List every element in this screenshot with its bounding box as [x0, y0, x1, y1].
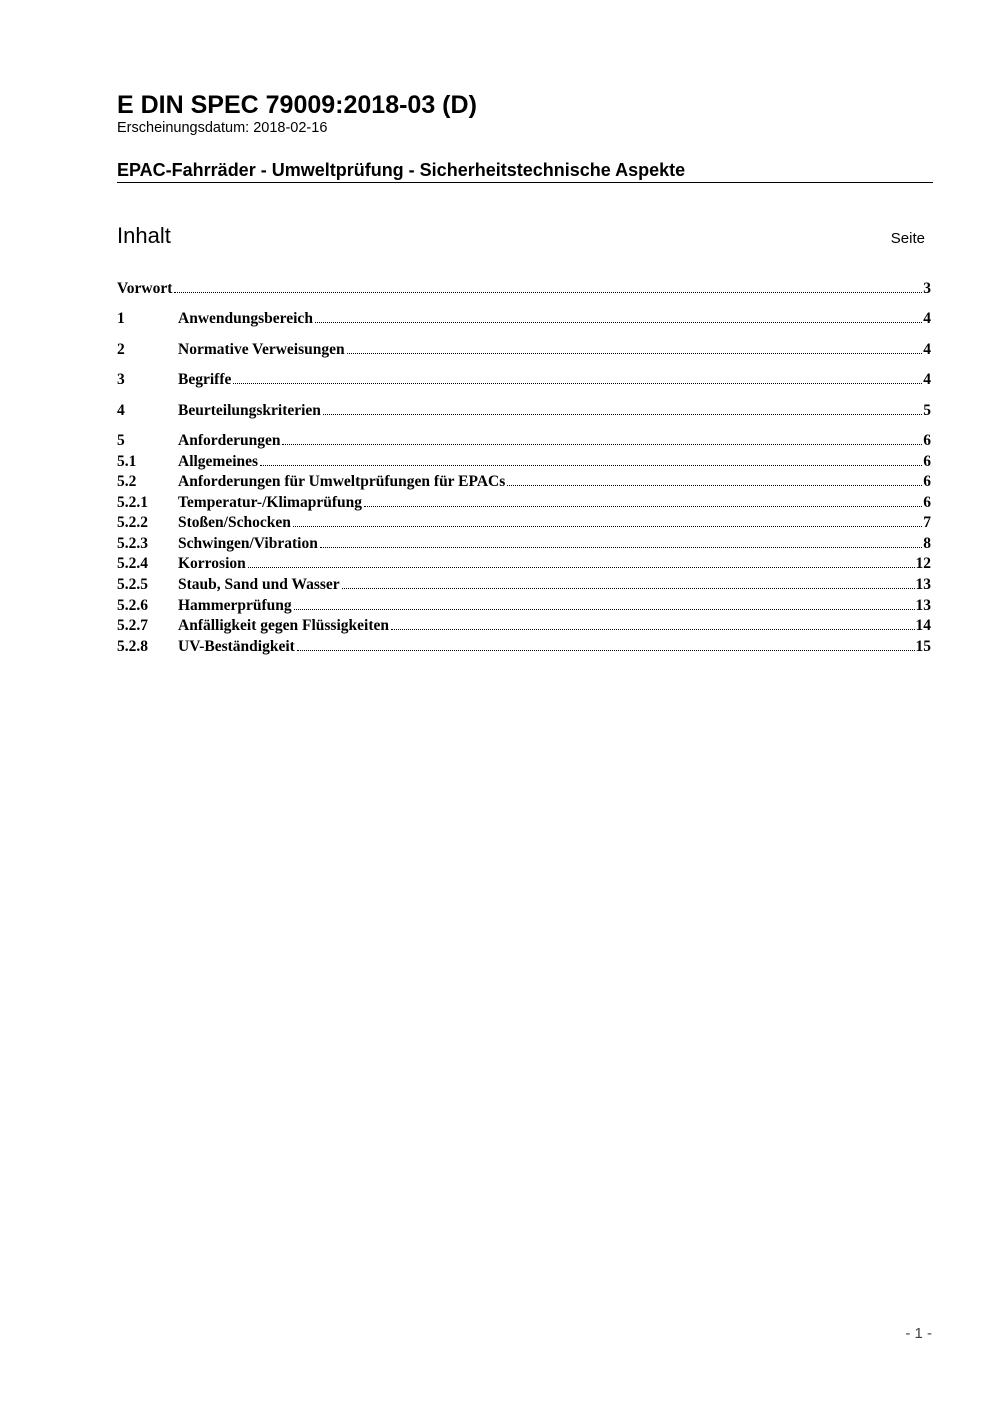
toc-dot-leader — [364, 506, 922, 507]
toc-dot-leader — [342, 588, 915, 589]
toc-entry-number: 5.2.2 — [117, 514, 148, 531]
toc-entry[interactable] — [117, 493, 931, 513]
document-code: E DIN SPEC 79009:2018-03 (D) — [117, 91, 477, 119]
toc-entry[interactable] — [117, 340, 931, 360]
toc-entry-number: 5.2.3 — [117, 535, 148, 552]
toc-dot-leader — [293, 526, 922, 527]
toc-entry-page: 3 — [923, 280, 931, 297]
toc-page-column-label: Seite — [890, 230, 925, 247]
toc-dot-leader — [294, 609, 915, 610]
toc-entry[interactable] — [117, 575, 931, 595]
toc-entry-number: 5.2.5 — [117, 576, 148, 593]
toc-entry-page: 4 — [923, 310, 931, 327]
toc-entry-title: UV-Beständigkeit — [178, 638, 295, 655]
toc-entry-title: Anfälligkeit gegen Flüssigkeiten — [178, 617, 389, 634]
toc-entry-title: Schwingen/Vibration — [178, 535, 318, 552]
toc-dot-leader — [391, 629, 915, 630]
toc-entry-page: 12 — [915, 555, 931, 572]
toc-entry-title: Beurteilungskriterien — [178, 402, 321, 419]
toc-entry-page: 15 — [915, 638, 931, 655]
toc-entry-number: 5.2.1 — [117, 494, 148, 511]
toc-entry[interactable] — [117, 370, 931, 390]
toc-dot-leader — [347, 353, 923, 354]
toc-entry-number: 5 — [117, 432, 125, 449]
toc-entry-title: Staub, Sand und Wasser — [178, 576, 340, 593]
toc-dot-leader — [260, 465, 922, 466]
toc-entry[interactable] — [117, 431, 931, 451]
toc-entry[interactable] — [117, 452, 931, 472]
toc-entry-page: 6 — [923, 494, 931, 511]
toc-entry-number: 4 — [117, 402, 125, 419]
toc-dot-leader — [323, 414, 922, 415]
toc-dot-leader — [233, 383, 922, 384]
toc-entry-title: Anforderungen — [178, 432, 281, 449]
toc-entry-number: 5.2.7 — [117, 617, 148, 634]
toc-entry-page: 8 — [923, 535, 931, 552]
toc-entry[interactable] — [117, 637, 931, 657]
page-number: - 1 - — [905, 1325, 932, 1342]
toc-entry[interactable] — [117, 616, 931, 636]
toc-entry-page: 4 — [923, 371, 931, 388]
toc-dot-leader — [174, 292, 922, 293]
toc-entry-title: Begriffe — [178, 371, 232, 388]
toc-entry[interactable] — [117, 513, 931, 533]
toc-entry-title: Vorwort — [117, 280, 173, 297]
toc-entry-number: 5.1 — [117, 453, 137, 470]
toc-dot-leader — [248, 567, 915, 568]
toc-entry-page: 4 — [923, 341, 931, 358]
toc-entry-page: 13 — [915, 576, 931, 593]
toc-entry[interactable] — [117, 596, 931, 616]
toc-entry-number: 5.2.6 — [117, 597, 148, 614]
toc-dot-leader — [282, 444, 922, 445]
toc-entry[interactable] — [117, 534, 931, 554]
toc-entry-number: 2 — [117, 341, 125, 358]
toc-entry-title: Allgemeines — [178, 453, 259, 470]
toc-dot-leader — [297, 650, 915, 651]
toc-entry-number: 5.2 — [117, 473, 137, 490]
toc-entry-page: 7 — [923, 514, 931, 531]
toc-entry[interactable] — [117, 554, 931, 574]
toc-entry-title: Temperatur-/Klimaprüfung — [178, 494, 362, 511]
toc-entry[interactable] — [117, 309, 931, 329]
toc-entry-number: 1 — [117, 310, 125, 327]
toc-entry-title: Stoßen/Schocken — [178, 514, 291, 531]
toc-heading: Inhalt — [117, 223, 171, 248]
toc-entry[interactable] — [117, 472, 931, 492]
toc-entry-number: 3 — [117, 371, 125, 388]
toc-entry[interactable] — [117, 401, 931, 421]
toc-entry-title: Anwendungsbereich — [178, 310, 313, 327]
toc-dot-leader — [315, 322, 922, 323]
toc-entry[interactable] — [117, 279, 931, 299]
document-title: EPAC-Fahrräder - Umweltprüfung - Sicherheitstechnische Aspekte — [117, 160, 686, 180]
title-divider — [117, 182, 933, 183]
toc-entry-title: Hammerprüfung — [178, 597, 292, 614]
toc-entry-number: 5.2.8 — [117, 638, 148, 655]
toc-entry-title: Normative Verweisungen — [178, 341, 345, 358]
toc-entry-title: Korrosion — [178, 555, 246, 572]
publication-date: Erscheinungsdatum: 2018-02-16 — [117, 120, 328, 136]
toc-entry-page: 13 — [915, 597, 931, 614]
toc-entry-title: Anforderungen für Umweltprüfungen für EPACs — [178, 473, 506, 490]
toc-entry-page: 6 — [923, 453, 931, 470]
toc-entry-page: 5 — [923, 402, 931, 419]
toc-entry-page: 6 — [923, 432, 931, 449]
toc-dot-leader — [320, 547, 922, 548]
toc-entry-page: 6 — [923, 473, 931, 490]
toc-entry-number: 5.2.4 — [117, 555, 148, 572]
toc-entry-page: 14 — [915, 617, 931, 634]
toc-dot-leader — [507, 485, 922, 486]
